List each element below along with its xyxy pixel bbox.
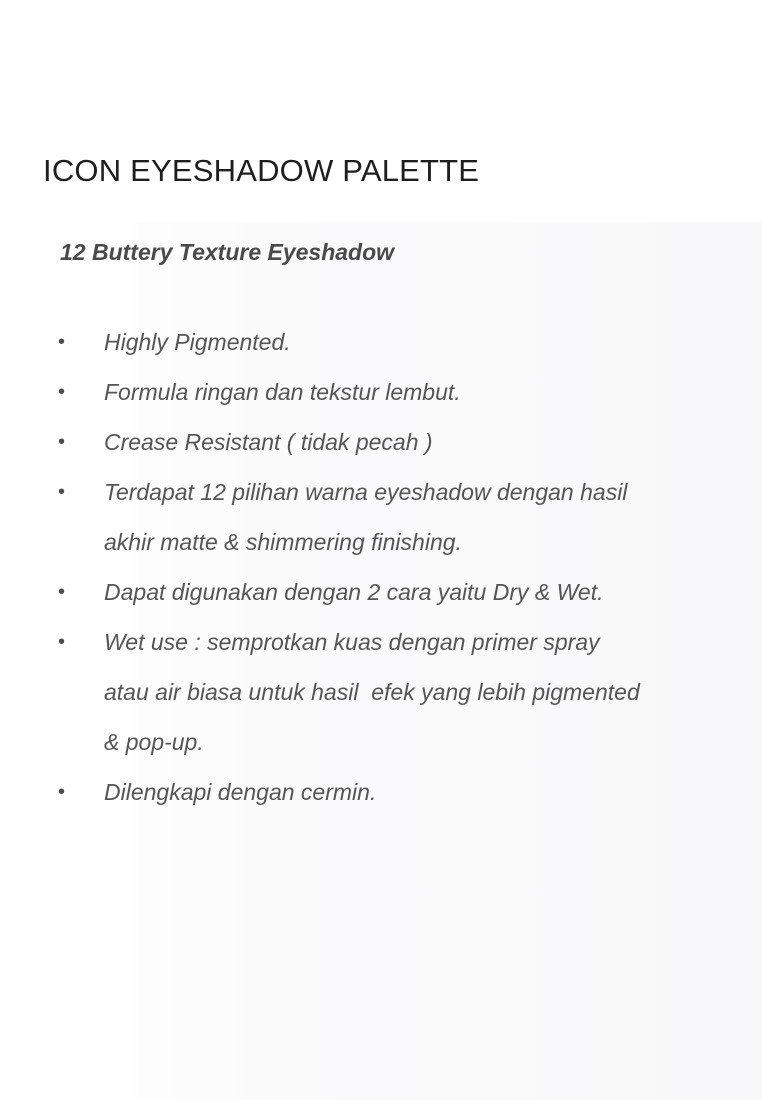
product-subtitle: 12 Buttery Texture Eyeshadow xyxy=(60,239,395,265)
list-item xyxy=(0,467,762,567)
bullet-icon: • xyxy=(58,631,66,653)
list-item-line: Formula ringan dan tekstur lembut. xyxy=(104,379,461,405)
bullet-icon: • xyxy=(58,381,66,403)
list-item-text xyxy=(104,317,714,367)
list-item-line: Crease Resistant ( tidak pecah ) xyxy=(104,429,433,455)
list-item-line: & pop-up. xyxy=(104,729,204,755)
list-item-line: Terdapat 12 pilihan warna eyeshadow dengan hasil xyxy=(104,479,628,505)
list-item-line: Dilengkapi dengan cermin. xyxy=(104,779,377,805)
list-item-text xyxy=(104,467,714,567)
list-item xyxy=(0,617,762,767)
page-title: ICON EYESHADOW PALETTE xyxy=(43,153,480,188)
list-item-text xyxy=(104,767,714,817)
list-item xyxy=(0,417,762,467)
list-item-line: atau air biasa untuk hasil efek yang lebih pigmented xyxy=(104,679,640,705)
list-item-text xyxy=(104,367,714,417)
bullet-icon: • xyxy=(58,581,66,603)
list-item xyxy=(0,767,762,817)
list-item-line: Dapat digunakan dengan 2 cara yaitu Dry & Wet. xyxy=(104,579,604,605)
list-item xyxy=(0,567,762,617)
bullet-icon: • xyxy=(58,481,66,503)
bullet-icon: • xyxy=(58,431,66,453)
feature-list xyxy=(0,317,762,817)
list-item-text xyxy=(104,617,714,767)
list-item-line: Highly Pigmented. xyxy=(104,329,291,355)
list-item-line: akhir matte & shimmering finishing. xyxy=(104,529,462,555)
list-item-text xyxy=(104,567,714,617)
list-item xyxy=(0,367,762,417)
list-item-line: Wet use : semprotkan kuas dengan primer spray xyxy=(104,629,600,655)
list-item-text xyxy=(104,417,714,467)
bullet-icon: • xyxy=(58,331,66,353)
list-item xyxy=(0,317,762,367)
bullet-icon: • xyxy=(58,781,66,803)
